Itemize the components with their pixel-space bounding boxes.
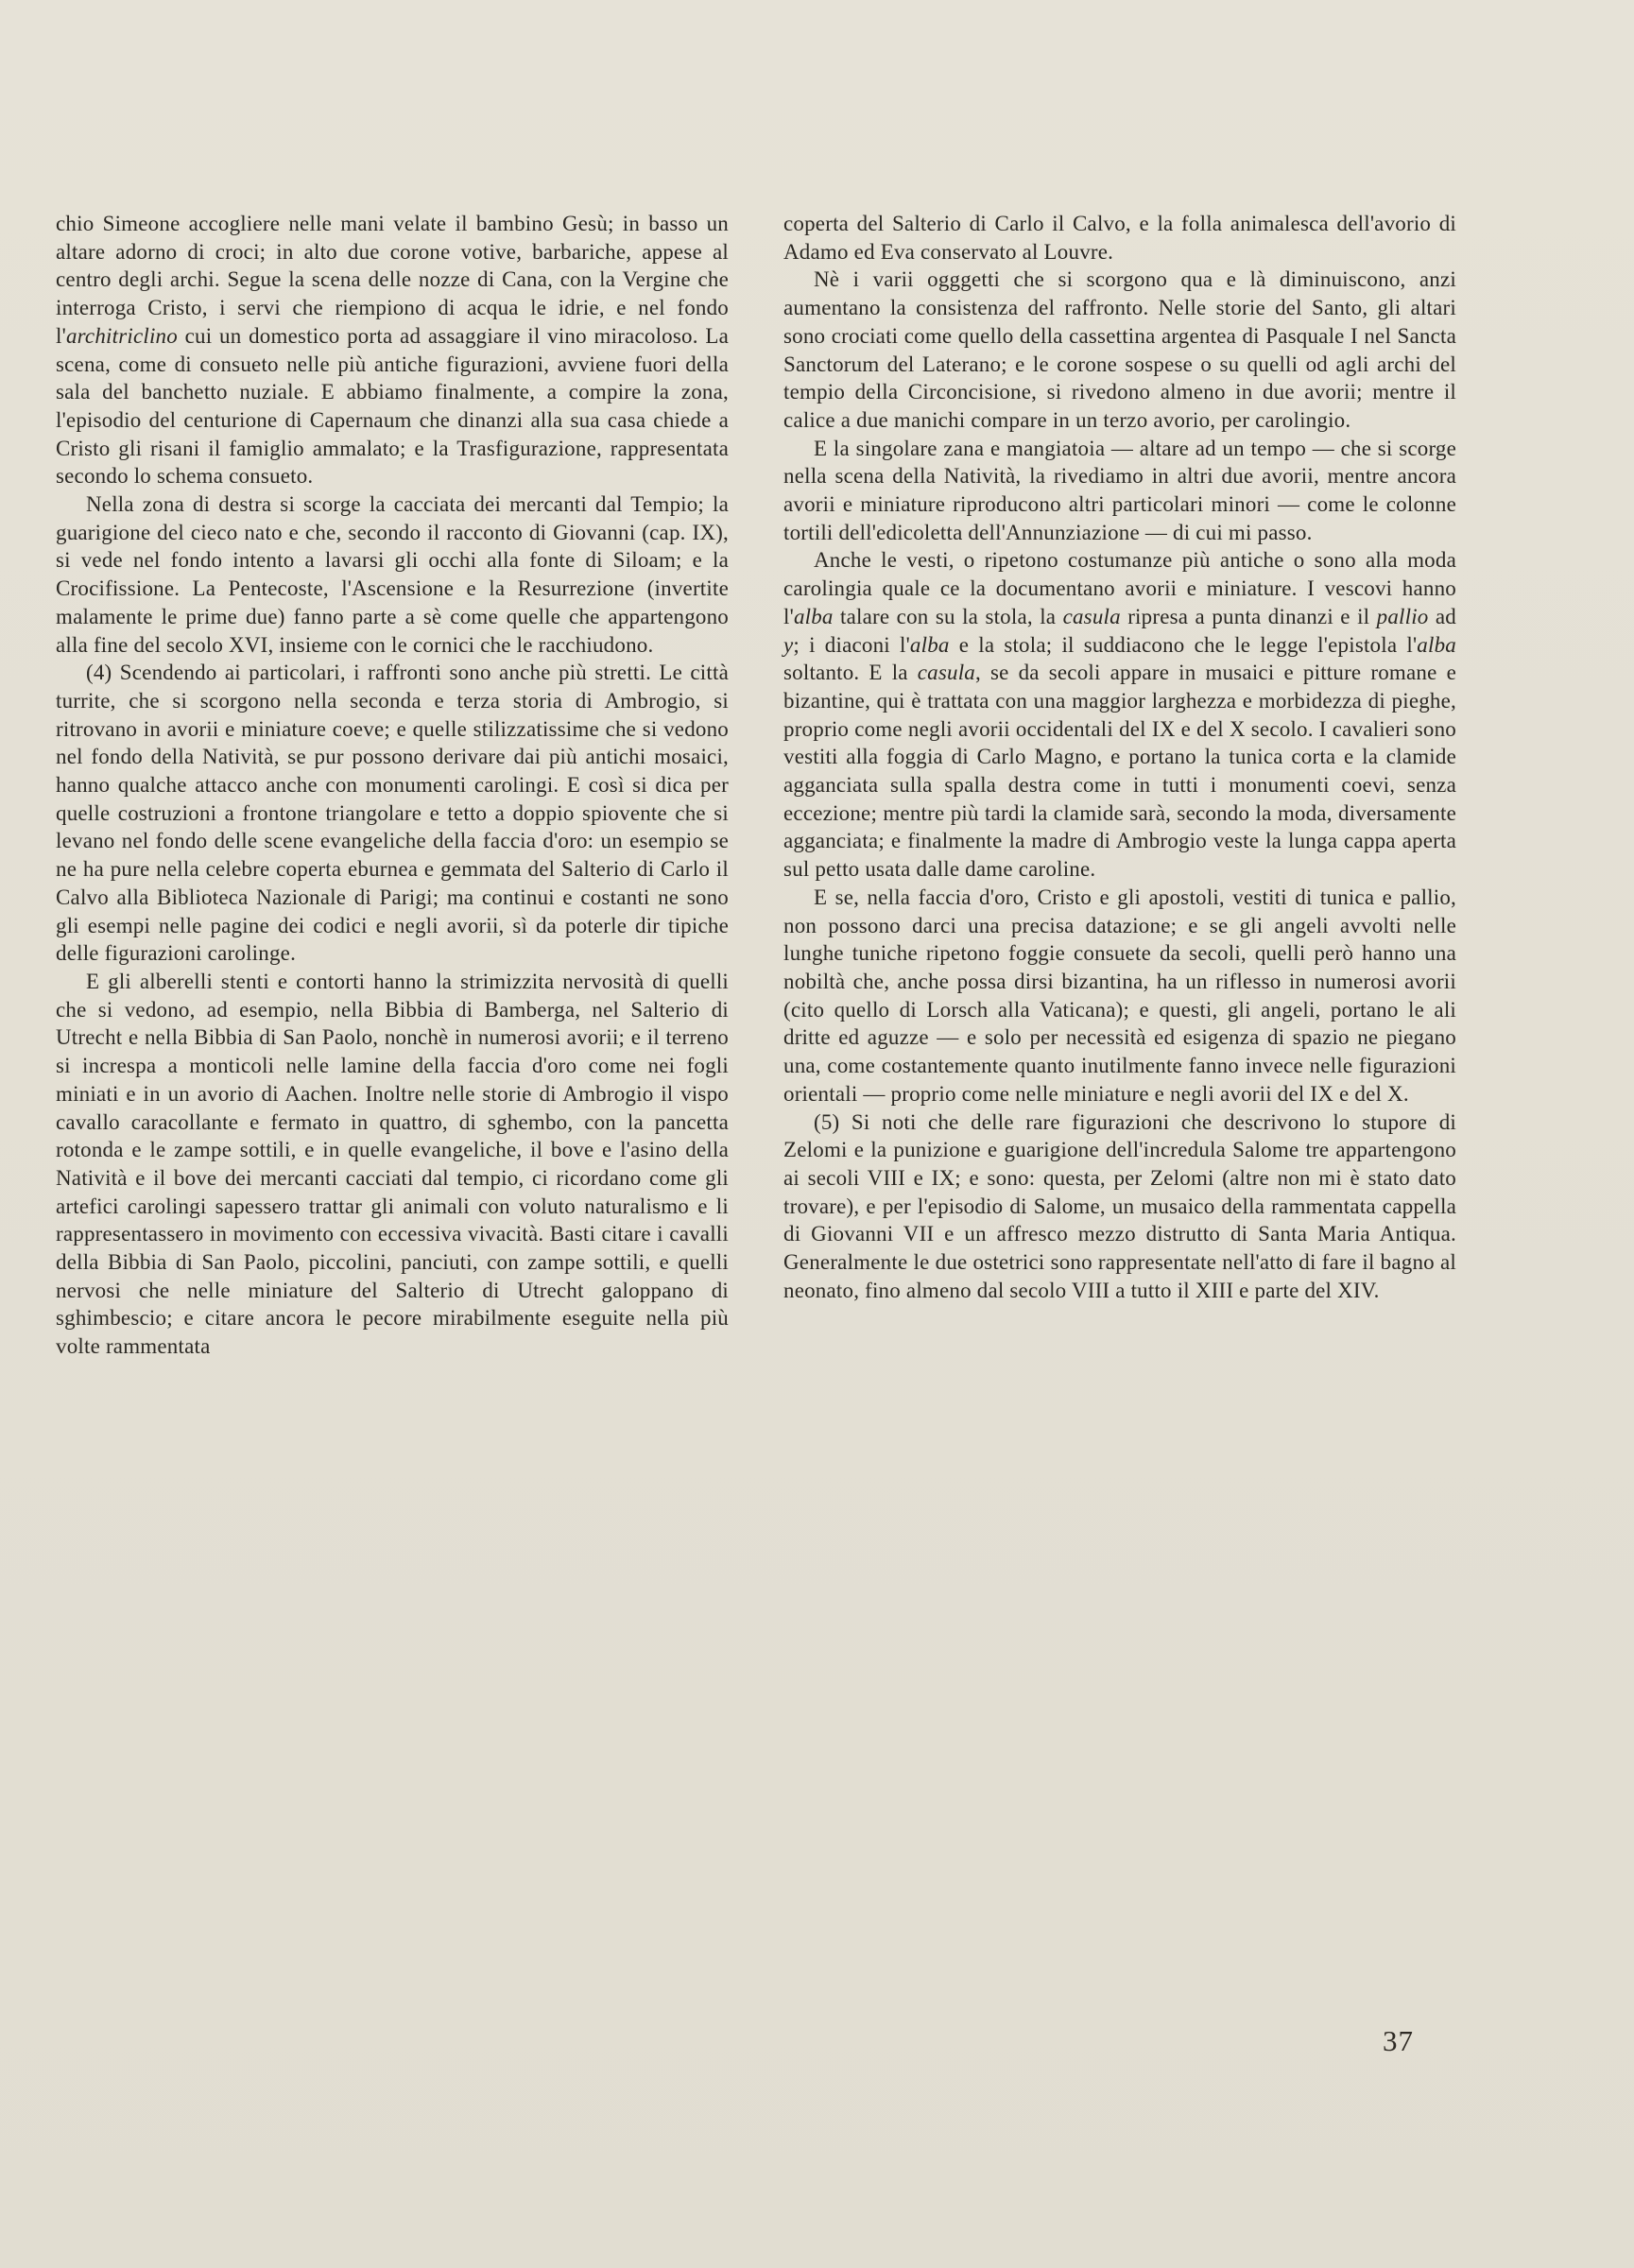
paragraph: (5) Si noti che delle rare figurazioni che descrivono lo stupore di Zelomi e la punizione e guarigione dell'incredula Salome tre appartengono ai secoli VIII e IX; e sono: questa, per Zelomi (altre non mi è stato dato trovare), e per l'episodio di Salome, un musaico della rammentata cappella di Giovanni VII e un affresco mezzo distrutto di Santa Maria Antiqua. Generalmente le due ostetrici sono rappresentate nell'atto di fare il bagno al neonato, fino almeno dal secolo VIII a tutto il XIII e parte del XIV. — [783, 1109, 1456, 1302]
right-column — [783, 210, 1456, 1304]
italic-term: casula — [917, 661, 975, 685]
italic-term: alba — [793, 604, 834, 628]
italic-term: pallio — [1376, 604, 1429, 628]
left-column — [56, 210, 729, 1361]
page-number: 37 — [1383, 2024, 1414, 2057]
paragraph: chio Simeone accogliere nelle mani velate il bambino Gesù; in basso un altare adorno di croci; in alto due corone votive, barbariche, appese al centro degli archi. Segue la scena delle nozze di Cana, con la Vergine che interroga Cristo, i servi che riempiono di acqua le idrie, e nel fondo l'architriclino cui un domestico porta ad assaggiare il vino miracoloso. La scena, come di consueto nelle più antiche figurazioni, avviene fuori della sala del banchetto nuziale. E abbiamo finalmente, a compire la zona, l'episodio del centurione di Capernaum che dinanzi alla sua casa chiede a Cristo gli risani il famiglio ammalato; e la Trasfigurazione, rappresentata secondo lo schema consueto. — [56, 212, 729, 489]
italic-term: alba — [1417, 632, 1456, 657]
paragraph: E la singolare zana e mangiatoia — altare ad un tempo — che si scorge nella scena della Natività, la rivediamo in altri due avorii, mentre ancora avorii e miniature riproducono altri particolari minori — come le colonne tortili dell'edicoletta dell'Annunziazione — di cui mi passo. — [783, 436, 1456, 544]
italic-term: y — [783, 632, 794, 657]
italic-term: architriclino — [65, 323, 178, 348]
paragraph: E se, nella faccia d'oro, Cristo e gli apostoli, vestiti di tunica e pallio, non possono darci una precisa datazione; e se gli angeli avvolti nelle lunghe tuniche ripetono foggie consuete da secoli, quelli però hanno una nobiltà che, anche possa dirsi bizantina, ha un riflesso in numerosi avorii (cito quello di Lorsch alla Vaticana); e questi, gli angeli, portano le ali dritte ed aguzze — e solo per necessità ed esigenza di spazio ne piegano una, come costantemente quanto inutilmente fanno invece nelle figurazioni orientali — proprio come nelle miniature e negli avorii del IX e del X. — [783, 885, 1456, 1106]
italic-term: alba — [909, 632, 950, 657]
paragraph: coperta del Salterio di Carlo il Calvo, e la folla animalesca dell'avorio di Adamo ed Eva conservato al Louvre. — [783, 212, 1456, 264]
italic-term: casula — [1062, 604, 1121, 628]
paragraph: Anche le vesti, o ripetono costumanze più antiche o sono alla moda carolingia quale ce la documentano avorii e miniature. I vescovi hanno l'alba talare con su la stola, la casula ripresa a punta dinanzi e il pallio ad y; i diaconi l'alba e la stola; il suddiacono che le legge l'epistola l'alba soltanto. E la casula, se da secoli appare in musaici e pitture romane e bizantine, qui è trattata con una maggior larghezza e morbidezza di pieghe, proprio come negli avorii occidentali del IX e del X secolo. I cavalieri sono vestiti alla foggia di Carlo Magno, e portano la tunica corta e la clamide agganciata sulla spalla destra come in tutti i monumenti coevi, senza eccezione; mentre più tardi la clamide sarà, secondo la moda, diversamente agganciata; e finalmente la madre di Ambrogio veste la lunga cappa aperta sul petto usata dalle dame caroline. — [783, 548, 1456, 882]
paragraph: Nè i varii ogggetti che si scorgono qua e là diminuiscono, anzi aumentano la consistenza del raffronto. Nelle storie del Santo, gli altari sono crociati come quello della cassettina argentea di Pasquale I nel Sancta Sanctorum del Laterano; e le corone sospese o su quelli od agli archi del tempio della Circoncisione, si rivedono almeno in due avorii; mentre il calice a due manichi compare in un terzo avorio, per carolingio. — [783, 267, 1456, 432]
paragraph: (4) Scendendo ai particolari, i raffronti sono anche più stretti. Le città turrite, che si scorgono nella seconda e terza storia di Ambrogio, si ritrovano in avorii e miniature coeve; e quelle stilizzatissime che si vedono nel fondo della Natività, se pur possono derivare dai più antichi mosaici, hanno qualche attacco anche con monumenti carolingi. E così si dica per quelle costruzioni a frontone triangolare e tetto a doppio spiovente che si levano nel fondo delle scene evangeliche della faccia d'oro: un esempio se ne ha pure nella celebre coperta eburnea e gemmata del Salterio di Carlo il Calvo alla Biblioteca Nazionale di Parigi; ma continui e costanti ne sono gli esempi nelle pagine dei codici e negli avorii, sì da poterle dir tipiche delle figurazioni carolinge. — [56, 661, 729, 966]
paragraph: Nella zona di destra si scorge la cacciata dei mercanti dal Tempio; la guarigione del cieco nato e che, secondo il racconto di Giovanni (cap. IX), si vede nel fondo intento a lavarsi gli occhi alla fonte di Siloam; e la Crocifissione. La Pentecoste, l'Ascensione e la Resurrezione (invertite malamente le prime due) fanno parte a sè come quelle che appartengono alla fine del secolo XVI, insieme con le cornici che le racchiudono. — [56, 492, 729, 657]
paragraph: E gli alberelli stenti e contorti hanno la strimizzita nervosità di quelli che si vedono, ad esempio, nella Bibbia di Bamberga, nel Salterio di Utrecht e nella Bibbia di San Paolo, nonchè in numerosi avorii; e il terreno si increspa a monticoli nelle lamine della faccia d'oro come nei fogli miniati e in un avorio di Aachen. Inoltre nelle storie di Ambrogio il vispo cavallo caracollante e fermato in quattro, di sghembo, con la pancetta rotonda e le zampe sottili, e in quelle evangeliche, il bove e l'asino della Natività e il bove dei mercanti cacciati dal tempio, ci ricordano come gli artefici carolingi sapessero trattar gli animali con voluto naturalismo e li rappresentassero in movimento con eccessiva vivacità. Basti citare i cavalli della Bibbia di San Paolo, piccolini, panciuti, con zampe sottili, e quelli nervosi che nelle miniature del Salterio di Utrecht galoppano di sghimbescio; e citare ancora le pecore mirabilmente eseguite nella più volte rammentata — [56, 969, 729, 1359]
